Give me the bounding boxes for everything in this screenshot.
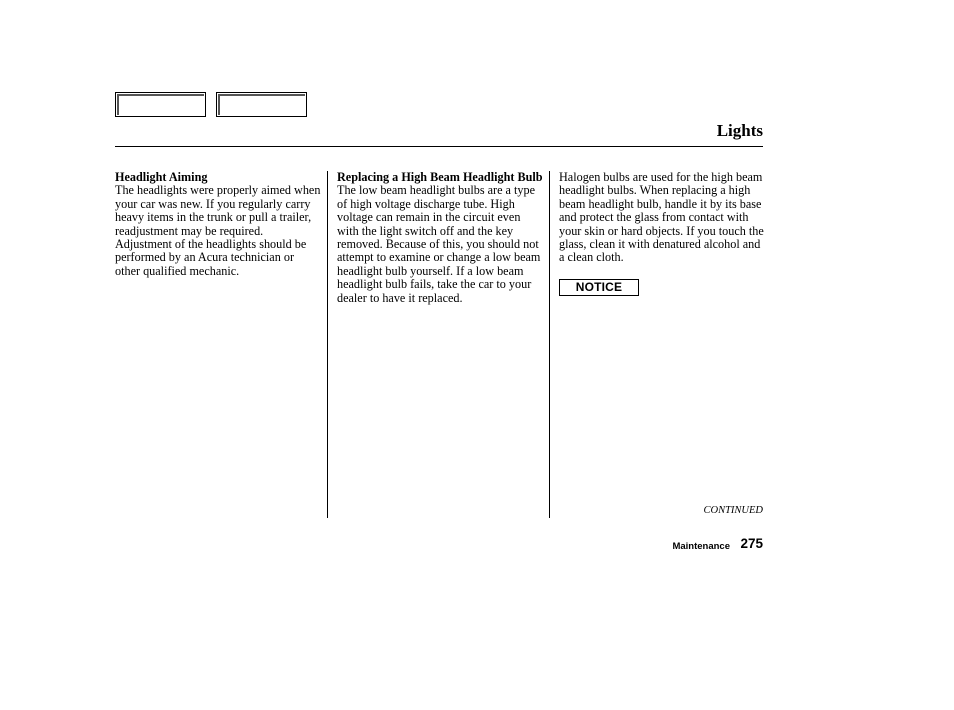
next-page-button[interactable]	[216, 92, 307, 117]
column-headlight-aiming	[115, 171, 321, 278]
page-number: 275	[740, 536, 763, 551]
previous-page-button[interactable]	[115, 92, 206, 117]
continued-label: CONTINUED	[703, 505, 763, 516]
column-divider	[549, 171, 550, 518]
section-body: Halogen bulbs are used for the high beam headlight bulbs. When replacing a high beam headlight bulb, handle it by its base and protect the glass from contact with your skin or hard objects. If you touch the glass, clean it with denatured alcohol and a clean cloth.	[559, 170, 764, 265]
section-body: The low beam headlight bulbs are a type of high voltage discharge tube. High voltage can remain in the circuit even with the light switch off and the key removed. Because of this, you should not attempt to examine or change a low beam headlight bulb yourself. If a low beam headlight bulb fails, take the car to your dealer to have it replaced.	[337, 183, 541, 305]
section-body: The headlights were properly aimed when your car was new. If you regularly carry heavy items in the trunk or pull a trailer, readjustment may be required. Adjustment of the headlights should be performed by an Acura technician or other qualified mechanic.	[115, 183, 321, 278]
section-heading: Headlight Aiming	[115, 170, 208, 184]
column-replacing-bulb	[337, 171, 543, 305]
section-heading: Replacing a High Beam Headlight Bulb	[337, 170, 543, 184]
title-rule	[115, 146, 763, 147]
column-halogen-bulbs	[559, 171, 765, 296]
column-divider	[327, 171, 328, 518]
notice-badge: NOTICE	[559, 279, 639, 296]
footer-section-name: Maintenance	[672, 541, 730, 552]
page-title: Lights	[716, 121, 763, 140]
